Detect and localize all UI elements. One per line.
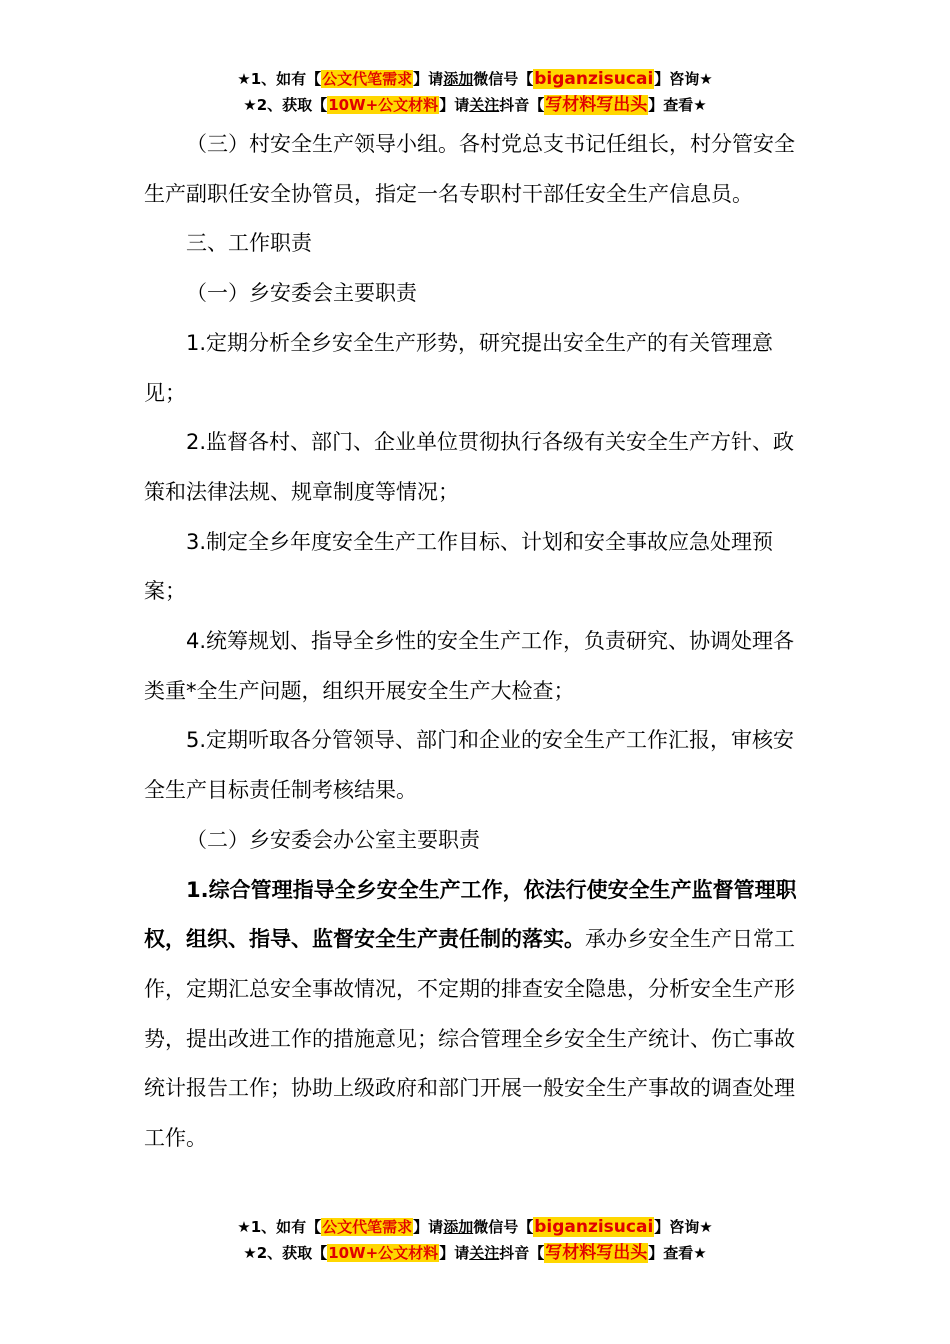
ad-line-1 <box>0 1214 950 1240</box>
ad-text: 添加 <box>443 1218 474 1236</box>
ad-line-2 <box>0 1240 950 1266</box>
ad-text: 】请 <box>439 1244 470 1262</box>
ad-text: 】查看★ <box>648 96 707 114</box>
ad-text: 微信号【 <box>473 70 534 88</box>
ad-line-2 <box>0 92 950 118</box>
ad-text: 】请 <box>413 70 444 88</box>
ad-line-1 <box>0 66 950 92</box>
ad-text: 】咨询★ <box>654 70 713 88</box>
header-ad-banner <box>0 66 950 118</box>
document-body <box>144 120 808 1164</box>
paragraph: 5.定期听取各分管领导、部门和企业的安全生产工作汇报，审核安全生产目标责任制考核结果。 <box>144 728 795 803</box>
ad-text: 】请 <box>439 96 470 114</box>
paragraph: 3.制定全乡年度安全生产工作目标、计划和安全事故应急处理预案； <box>144 529 774 604</box>
ad-text: ★1、如有【 <box>237 70 322 88</box>
ad-text: 】请 <box>413 1218 444 1236</box>
subsection-heading: （二）乡安委会办公室主要职责 <box>186 827 480 852</box>
paragraph: 2.监督各村、部门、企业单位贯彻执行各级有关安全生产方针、政策和法律法规、规章制度等情况； <box>144 430 795 504</box>
ad-highlight: 公文代笔需求 <box>322 70 413 88</box>
ad-text: 关注 <box>469 96 500 114</box>
paragraph-text: 承办乡安全生产日常工作，定期汇总安全事故情况，不定期的排查安全隐患，分析安全生产形势，提出改进工作的措施意见；综合管理全乡安全生产统计、伤亡事故统计报告工作；协助上级政府和部门开展一般安全生产事故的调查处理工作。 <box>144 927 795 1151</box>
paragraph: 1.定期分析全乡安全生产形势，研究提出安全生产的有关管理意见； <box>144 330 774 405</box>
ad-text: ★1、如有【 <box>237 1218 322 1236</box>
ad-highlight-wechat: biganzisucai <box>534 69 654 89</box>
ad-text: 】咨询★ <box>654 1218 713 1236</box>
ad-text: ★2、获取【 <box>243 96 328 114</box>
paragraph: 4.统筹规划、指导全乡性的安全生产工作，负责研究、协调处理各类重*全生产问题，组织开展安全生产大检查； <box>144 629 795 703</box>
ad-text: 抖音【 <box>499 1244 545 1262</box>
ad-text: 】查看★ <box>648 1244 707 1262</box>
paragraph <box>144 866 808 1164</box>
ad-highlight-wechat: biganzisucai <box>534 1217 654 1237</box>
ad-text: 微信号【 <box>473 1218 534 1236</box>
ad-highlight-douyin: 写材料写出头 <box>545 95 648 115</box>
ad-highlight-douyin: 写材料写出头 <box>545 1243 648 1263</box>
section-heading: 三、工作职责 <box>186 231 312 256</box>
ad-highlight: 公文代笔需求 <box>322 1218 413 1236</box>
ad-text: ★2、获取【 <box>243 1244 328 1262</box>
ad-highlight: 10W+公文材料 <box>328 96 439 114</box>
paragraph: （三）村安全生产领导小组。各村党总支书记任组长，村分管安全生产副职任安全协管员，指定一名专职村干部任安全生产信息员。 <box>144 132 795 206</box>
ad-text: 抖音【 <box>499 96 545 114</box>
ad-highlight: 10W+公文材料 <box>328 1244 439 1262</box>
subsection-heading: （一）乡安委会主要职责 <box>186 281 417 306</box>
ad-text: 关注 <box>469 1244 500 1262</box>
footer-ad-banner <box>0 1214 950 1266</box>
bold-lead-text: 1.综合管理指导全乡安全生产工作，依法行使安全生产监督管理职权，组织、指导、监督安全生产责任制的落实。 <box>144 877 797 952</box>
ad-text: 添加 <box>443 70 474 88</box>
